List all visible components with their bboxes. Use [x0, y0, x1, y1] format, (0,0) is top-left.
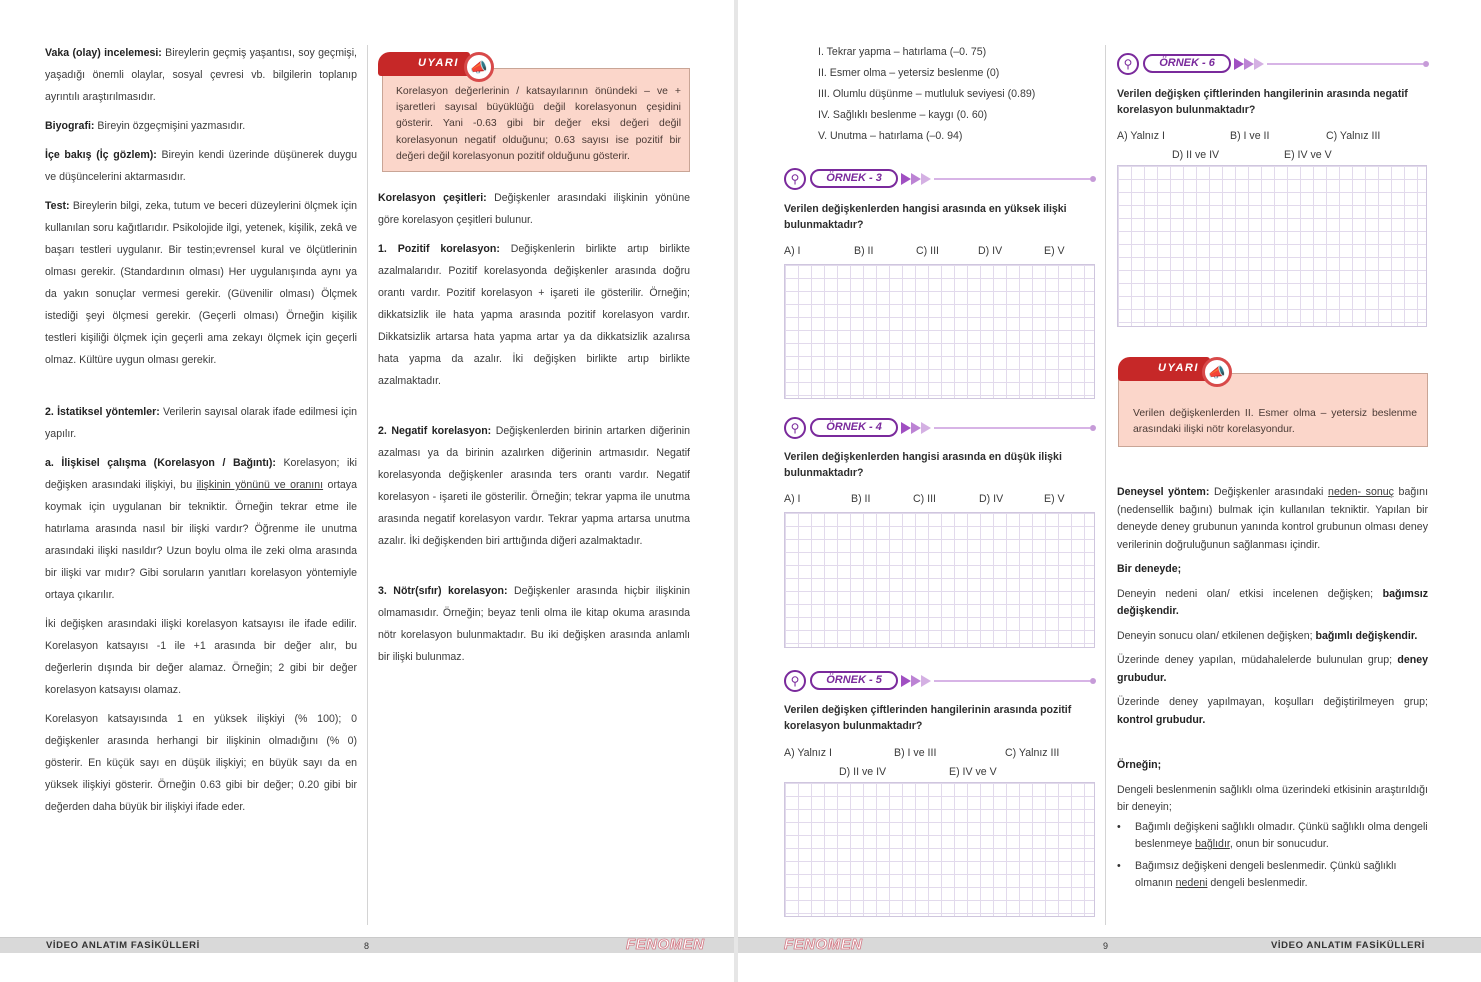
- footer-right: [738, 937, 1481, 953]
- paragraph-ornegin: Örneğin;: [1117, 759, 1162, 771]
- list-item: IV. Sağlıklı beslenme – kaygı (0. 60): [818, 109, 988, 121]
- paragraph-bagimli: Deneyin sonucu olan/ etkilenen değişken; bağımlı değişkendir.: [1117, 629, 1418, 642]
- answer-option[interactable]: A) I: [784, 493, 801, 505]
- series-title: VİDEO ANLATIM FASİKÜLLERİ: [1271, 940, 1425, 951]
- warning-box-left: [378, 52, 692, 174]
- warning-text: Korelasyon değerlerinin / katsayılarının önündeki – ve + işaretleri sayısal büyüklüğü değil korelasyonun çeşidini gösterir. Yani -0.63 gibi bir değer eksi değeri değil korelasyonun negatif olduğunu; 0.63 sayısı ise pozitif bir değeri değil korelasyonun pozitif olduğunu gösterir.: [382, 68, 690, 172]
- paragraph-istatiksel: 2. İstatiksel yöntemler: Verilerin sayısal olarak ifade edilmesi için yapılır.: [45, 406, 357, 440]
- brand-logo: FENOMEN: [626, 936, 705, 953]
- brand-logo: FENOMEN: [784, 936, 863, 953]
- example-4-header: [784, 416, 1096, 440]
- answer-option[interactable]: A) I: [784, 245, 801, 257]
- page-number: 8: [364, 941, 370, 951]
- variable-list: [818, 42, 1108, 147]
- example-6-label: ÖRNEK - 6: [1143, 54, 1231, 73]
- answer-option[interactable]: A) Yalnız I: [784, 747, 832, 759]
- answer-option[interactable]: E) IV ve V: [1284, 149, 1332, 161]
- paragraph-ice-bakis: İçe bakış (İç gözlem): Bireyin kendi üzerinde düşünerek duygu ve düşüncelerini aktarmasıdır.: [45, 149, 357, 183]
- paragraph-en-yuksek: Korelasyon katsayısında 1 en yüksek ilişkiyi (% 100); 0 değişkenler arasında herhangi bir ilişkinin olmadığını (% 0) gösterir. En küçük sayı en düşük ilişkiyi; en büyük sayı da en yüksek ilişkiyi gösterir. Örneğin 0.63 gibi bir değer; 0.20 gibi bir değerden daha büyük bir ilişkiyi ifade eder.: [45, 713, 357, 813]
- footer-left: [0, 937, 734, 953]
- paragraph-deney-grubu: Üzerinde deney yapılan, müdahalelerde bulunulan grup; deney grubudur.: [1117, 654, 1428, 684]
- paragraph-iliskisel: a. İlişkisel çalışma (Korelasyon / Bağıntı): Korelasyon; iki değişken arasındaki ilişkiyi, bu ilişkinin yönünü ve oranını ortaya koymak için uygulanan bir tekniktir. Örneğin tekrar etme ile hatırlama arasında nasıl bir ilişki vardır? Öğrenme ile unutma arasındaki ilişki nasıldır? Uzun boylu olma ile zeki olma arasında bir ilişki var mıdır? Gibi soruların yanıtları korelasyon yöntemiyle ortaya çıkarılır.: [45, 457, 357, 601]
- answer-option[interactable]: E) V: [1044, 245, 1065, 257]
- example-4-label: ÖRNEK - 4: [810, 418, 898, 437]
- example-3-label: ÖRNEK - 3: [810, 169, 898, 188]
- example-3-question: Verilen değişkenlerden hangisi arasında en yüksek ilişki bulunmaktadır?: [784, 203, 1067, 231]
- solution-grid[interactable]: [784, 782, 1095, 917]
- paragraph-kontrol-grubu: Üzerinde deney yapılmayan, koşulları değiştirilmeyen grup; kontrol grubudur.: [1117, 696, 1428, 726]
- example-4-question: Verilen değişkenlerden hangisi arasında en düşük ilişki bulunmaktadır?: [784, 451, 1062, 479]
- example-5-question: Verilen değişken çiftlerinden hangilerinin arasında pozitif korelasyon bulunmaktadır?: [784, 704, 1072, 732]
- answer-option[interactable]: E) IV ve V: [949, 766, 997, 778]
- answer-option[interactable]: E) V: [1044, 493, 1065, 505]
- paragraph-negatif: 2. Negatif korelasyon: Değişkenlerden birinin artarken diğerinin azalması ya da birinin azalırken diğerinin artmasıdır. Negatif korelasyonda değişkenler arasında ters orantı vardır. Negatif korelasyon - işareti ile gösterilir. Örneğin; tekrar yapma ile unutma arasında negatif korelasyon vardır. Tekrar yapma artarsa unutma azalır. İki değişkenden biri arttığında diğeri azalmaktadır.: [378, 425, 691, 547]
- example-5-label: ÖRNEK - 5: [810, 671, 898, 690]
- answer-option[interactable]: D) IV: [978, 245, 1003, 257]
- warning-label: UYARI: [378, 52, 470, 76]
- list-item: III. Olumlu düşünme – mutluluk seviyesi (0.89): [818, 88, 1036, 100]
- answer-option[interactable]: B) I ve II: [1230, 130, 1270, 142]
- paragraph-vaka: Vaka (olay) incelemesi: Bireylerin geçmiş yaşantısı, soy geçmişi, yaşadığı önemli olaylar, sosyal çevresi vb. bilgilerin toplanıp ayrıntılı araştırılmasıdır.: [45, 47, 357, 103]
- paragraph-korelasyon-cesitleri: Korelasyon çeşitleri: Değişkenler arasındaki ilişkinin yönüne göre korelasyon çeşitleri bulunur.: [378, 192, 690, 226]
- left-page: [0, 0, 734, 982]
- bullet-item: • Bağımlı değişkeni sağlıklı olmadır. Çünkü sağlıklı olma dengeli beslenmeye bağlıdır, onun bir sonucudur.: [1117, 819, 1428, 854]
- solution-grid[interactable]: [784, 512, 1095, 648]
- left-column-2: [378, 187, 690, 675]
- column-divider: [367, 45, 368, 925]
- warning-text: Verilen değişkenlerden II. Esmer olma – yetersiz beslenme arasındaki ilişki nötr korelasyondur.: [1118, 373, 1428, 447]
- answer-option[interactable]: B) II: [854, 245, 874, 257]
- answer-option[interactable]: C) III: [916, 245, 939, 257]
- right-page: [738, 0, 1481, 982]
- megaphone-icon: 📣: [464, 52, 494, 82]
- list-item: I. Tekrar yapma – hatırlama (–0. 75): [818, 46, 987, 58]
- warning-label: UYARI: [1118, 357, 1210, 381]
- paragraph-biyografi: Biyografi: Bireyin özgeçmişini yazmasıdır.: [45, 120, 246, 132]
- list-item: V. Unutma – hatırlama (–0. 94): [818, 130, 963, 142]
- answer-option[interactable]: B) II: [851, 493, 871, 505]
- magnifier-icon: ⚲: [1117, 53, 1139, 75]
- right-column-2: [1117, 484, 1428, 897]
- magnifier-icon: ⚲: [784, 670, 806, 692]
- page-number: 9: [1103, 941, 1109, 951]
- magnifier-icon: ⚲: [784, 417, 806, 439]
- answer-option[interactable]: D) IV: [979, 493, 1004, 505]
- paragraph-bir-deneyde: Bir deneyde;: [1117, 563, 1182, 575]
- warning-box-right: [1118, 357, 1430, 449]
- paragraph-deneysel: Deneysel yöntem: Değişkenler arasındaki neden- sonuç bağını (nedensellik bağını) bulmak için kullanılan tekniktir. Yapılan bir deneyde deney grubunun yanında kontrol grubunun olması deney verilerinin doğruluğunun sağlanması içindir.: [1117, 486, 1429, 551]
- column-divider: [1105, 45, 1106, 925]
- answer-option[interactable]: D) II ve IV: [1172, 149, 1220, 161]
- bullet-item: • Bağımsız değişkeni dengeli beslenmedir. Çünkü sağlıklı olmanın nedeni dengeli beslenmedir.: [1117, 858, 1428, 893]
- left-column-1: [45, 42, 357, 825]
- solution-grid[interactable]: [784, 264, 1095, 399]
- example-6-question: Verilen değişken çiftlerinden hangilerinin arasında negatif korelasyon bulunmaktadır?: [1117, 88, 1408, 116]
- answer-option[interactable]: B) I ve III: [894, 747, 937, 759]
- example-3-header: [784, 167, 1096, 191]
- megaphone-icon: 📣: [1202, 357, 1232, 387]
- answer-option[interactable]: C) Yalnız III: [1005, 747, 1060, 759]
- example-5-header: [784, 669, 1096, 693]
- list-item: II. Esmer olma – yetersiz beslenme (0): [818, 67, 1000, 79]
- paragraph-dengeli: Dengeli beslenmenin sağlıklı olma üzerindeki etkisinin araştırıldığı bir deneyin;: [1117, 783, 1428, 813]
- paragraph-pozitif: 1. Pozitif korelasyon: Değişkenlerin birlikte artıp birlikte azalmalarıdır. Pozitif korelasyonda değişkenler arasında doğru orantı vardır. Pozitif korelasyon + işareti ile gösterilir. Örneğin; dikkatsizlik ile hata yapma arasında pozitif korelasyon vardır. Dikkatsizlik artarsa hata yapma artar ya da dikkatsizlik azalırsa hata yapma da azalır. İki değişken birlikte artıp birlikte azalmaktadır.: [378, 243, 690, 387]
- solution-grid[interactable]: [1117, 165, 1427, 327]
- example-6-header: [1117, 52, 1429, 76]
- answer-option[interactable]: D) II ve IV: [839, 766, 887, 778]
- answer-option[interactable]: C) Yalnız III: [1326, 130, 1381, 142]
- paragraph-katsayi: İki değişken arasındaki ilişki korelasyon katsayısı ile ifade edilir. Korelasyon katsayısı -1 ile +1 arasında bir değer alır, bu değerlerin dışında bir değer alamaz. Örneğin; 2 gibi bir değer korelasyon katsayısı olamaz.: [45, 618, 357, 696]
- paragraph-notr: 3. Nötr(sıfır) korelasyon: Değişkenler arasında hiçbir ilişkinin olmamasıdır. Örneğin; beyaz tenli olma ile kitap okuma arasında nötr korelasyon bulunmaktadır. Bu iki değişken arasında anlamlı bir ilişki bulunmaz.: [378, 585, 690, 663]
- series-title: VİDEO ANLATIM FASİKÜLLERİ: [46, 940, 200, 951]
- paragraph-bagimsiz: Deneyin nedeni olan/ etkisi incelenen değişken; bağımsız değişkendir.: [1117, 587, 1428, 617]
- paragraph-test: Test: Bireylerin bilgi, zeka, tutum ve beceri düzeylerini ölçmek için kullanılan soru kağıtlarıdır. Psikolojide ilgi, yetenek, kişilik, zekâ ve başarı testleri uygulanır. Bir testin;evrensel kural ve ölçütlerinin olması gerekir. (Standardının olması) Her uygulanışında aynı ya da yakın sonuçlar vermesi gerekir. (Güvenilir olması) Ölçmek istediği şeyi ölçmesi gerekir. (Geçerli olması) Örneğin kişilik testleri kişiliği ölçmek için geçerli ama zekayı ölçmek için geçerli olmaz. Kültüre uygun olması gerekir.: [45, 200, 357, 366]
- answer-option[interactable]: A) Yalnız I: [1117, 130, 1165, 142]
- answer-option[interactable]: C) III: [913, 493, 936, 505]
- magnifier-icon: ⚲: [784, 168, 806, 190]
